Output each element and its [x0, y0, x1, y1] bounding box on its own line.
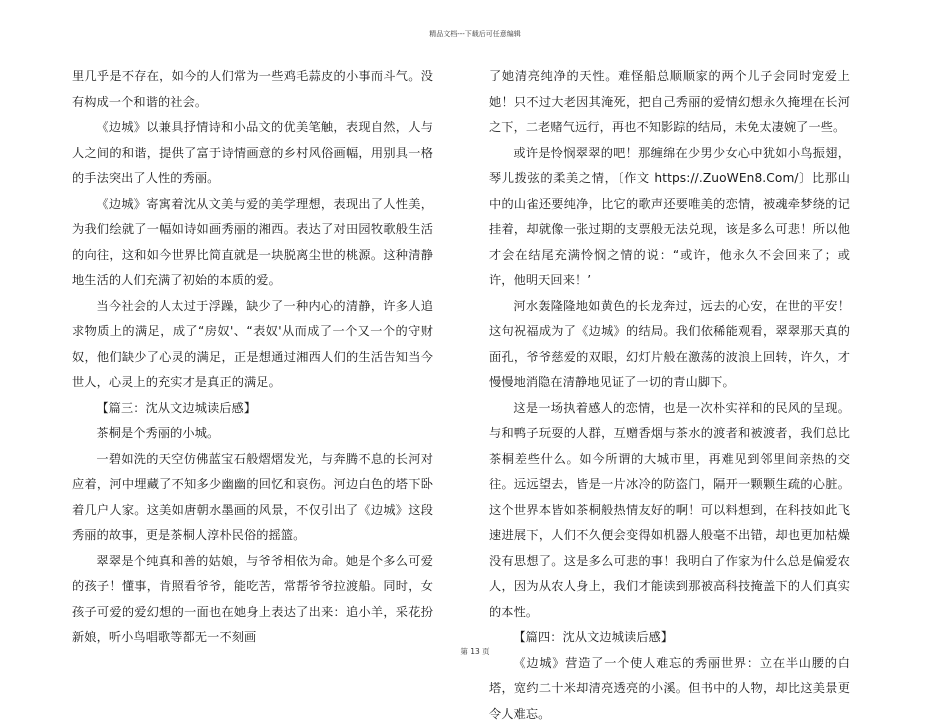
left-column [72, 64, 433, 651]
paragraph: 翠翠是个纯真和善的姑娘，与爷爷相依为命。她是个多么可爱的孩子！懂事，肯照看爷爷，能吃苦，常帮爷爷拉渡船。同时，女孩子可爱的爱幻想的一面也在她身上表达了出来：追小羊，采花扮新娘，听小鸟唱歌等都无一不刻画 [72, 549, 433, 651]
paragraph: 河水轰隆隆地如黄色的长龙奔过，远去的心安，在世的平安！这句祝福成为了《边城》的结局。我们依稀能观看，翠翠那天真的面孔，爷爷慈爱的双眼，幻灯片般在激荡的波浪上回转，许久，才慢慢地消隐在清静地见证了一切的青山脚下。 [489, 294, 850, 396]
right-column [489, 64, 850, 727]
paragraph: 《边城》寄寓着沈从文美与爱的美学理想，表现出了人性美，为我们绘就了一幅如诗如画秀丽的湘西。表达了对田园牧歌般生活的向往，这和如今世界比简直就是一块脱离尘世的桃源。这种清静地生活的人们充满了初始的本质的爱。 [72, 192, 433, 294]
paragraph: 当今社会的人太过于浮躁，缺少了一种内心的清静，许多人追求物质上的满足，成了“房奴'、“表奴'从而成了一个又一个的守财奴，他们缺少了心灵的满足，正是想通过湘西人们的生活告知当今世人，心灵上的充实才是真正的满足。 [72, 294, 433, 396]
section-heading: 【篇三：沈从文边城读后感】 [72, 396, 433, 422]
paragraph: 茶桐是个秀丽的小城。 [72, 421, 433, 447]
paragraph: 《边城》营造了一个使人难忘的秀丽世界：立在半山腰的白塔，宽约二十米却清亮透亮的小溪。但书中的人物，却比这美景更令人难忘。 [489, 651, 850, 727]
section-heading: 【篇四：沈从文边城读后感】 [489, 625, 850, 651]
page-number: 第 13 页 [0, 646, 950, 657]
paragraph: 这是一场执着感人的恋情，也是一次朴实祥和的民风的呈现。与和鸭子玩耍的人群，互赠香烟与茶水的渡者和被渡者，我们总比茶桐差些什么。如今所谓的大城市里，再难见到邻里间亲热的交往。远远望去，皆是一片冰冷的防盗门，隔开一颗颗生疏的心脏。这个世界本皆如茶桐般热情友好的啊！可以料想到，在科技如此飞速进展下，人们不久便会变得如机器人般毫不出错，却也更加枯燥没有思想了。这是多么可悲的事！我明白了作家为什么总是偏爱农人，因为从农人身上，我们才能读到那被高科技掩盖下的人们真实的本性。 [489, 396, 850, 626]
paragraph: 或许是怜悯翠翠的吧！那缠绵在少男少女心中犹如小鸟振翅，琴儿拨弦的柔美之情，〔作文 https://.ZuoWEn8.Com/〕比那山中的山雀还要纯净，比它的歌声还要唯美的恋情，被魂牵梦绕的记挂着，却就像一张过期的支票般无法兑现，该是多么可悲！所以他才会在结尾充满怜悯之情的说：“或许，他永久不会回来了；或许，他明天回来！’ [489, 141, 850, 294]
paragraph: 《边城》以兼具抒情诗和小品文的优美笔触，表现自然，人与人之间的和谐，提供了富于诗情画意的乡村风俗画幅，用别具一格的手法突出了人性的秀丽。 [72, 115, 433, 192]
paragraph: 里几乎是不存在，如今的人们常为一些鸡毛蒜皮的小事而斗气。没有构成一个和谐的社会。 [72, 64, 433, 115]
paragraph: 一碧如洗的天空仿佛蓝宝石般熠熠发光，与奔腾不息的长河对应着，河中埋藏了不知多少幽幽的回忆和哀伤。河边白色的塔下卧着几户人家。这美如唐朝水墨画的风景，不仅引出了《边城》这段秀丽的故事，更是茶桐人淳朴民俗的摇篮。 [72, 447, 433, 549]
page-header: 精品文档---下载后可任意编辑 [0, 29, 950, 39]
paragraph: 了她清亮纯净的天性。难怪船总顺顺家的两个儿子会同时宠爱上她！只不过大老因其淹死，把自己秀丽的爱情幻想永久掩埋在长河之下，二老赌气远行，再也不知影踪的结局，未免太凄婉了一些。 [489, 64, 850, 141]
